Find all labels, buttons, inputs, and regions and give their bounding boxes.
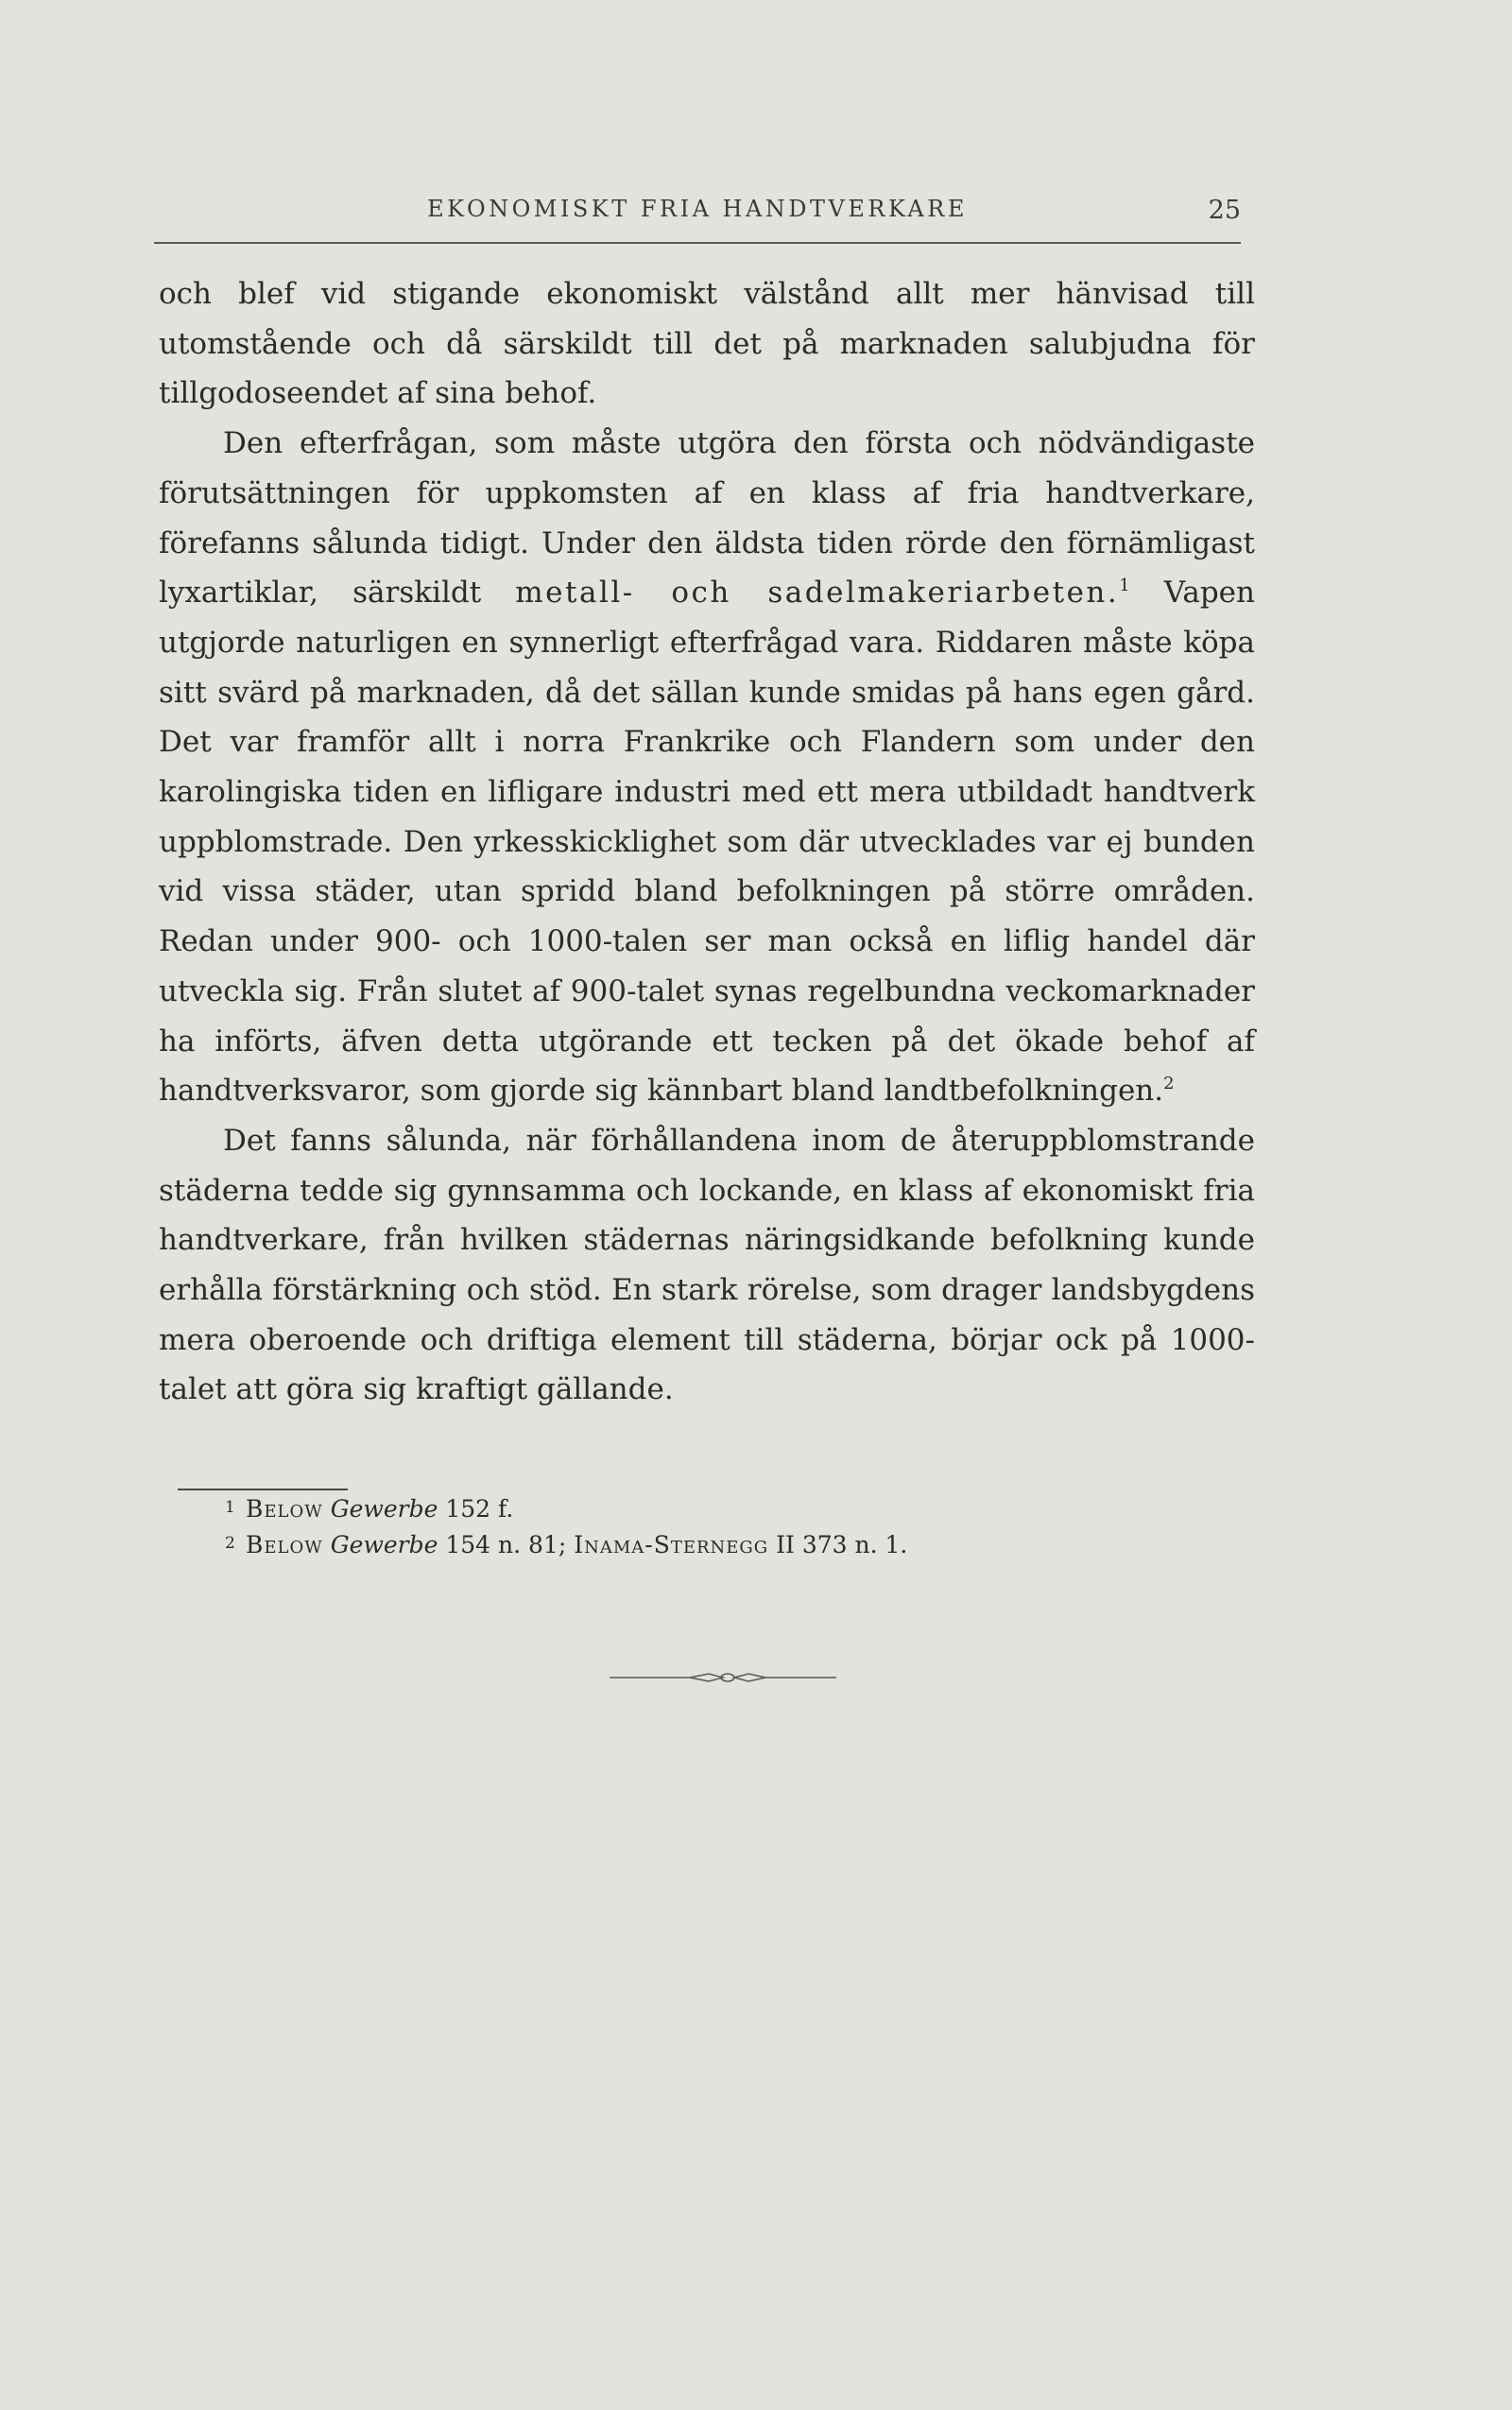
footnote-author: Below xyxy=(246,1495,323,1523)
footnote-ref-1: 1 xyxy=(1119,576,1130,596)
footnote-work: Gewerbe xyxy=(330,1531,438,1558)
spaced-emphasis: metall- och sadelmakeriarbeten. xyxy=(515,576,1120,611)
footnote-ref-2: 2 xyxy=(1163,1074,1175,1094)
footnote-1 xyxy=(225,1491,1191,1527)
footnote-ref: 154 n. 81; xyxy=(438,1531,575,1558)
paragraph-1: och blef vid stigande ekonomiskt välstånd allt mer hänvisad till utomstående och då särskildt till det på marknaden salubjudna för tillgodoseendet af sina behof. xyxy=(159,277,1255,411)
footnote-2 xyxy=(225,1527,1191,1563)
paragraph-2-cont: Vapen utgjorde naturligen en synnerligt efterfrågad vara. Riddaren måste köpa sitt svärd på marknaden, då det sällan kunde smidas på hans egen gård. Det var framför allt i norra Frankrike och Flandern som under den karolingiska tiden en lifligare industri med ett mera utbildadt handtverk uppblomstrade. Den yrkesskicklighet som där utvecklades var ej bunden vid vissa städer, utan spridd bland befolkningen på större områden. Redan under 900- och 1000-talen ser man också en liflig handel där utveckla sig. Från slutet af 900-talet synas regelbundna veckomarknader ha införts, äfven detta utgörande ett tecken på det ökade behof af handtverksvaror, som gjorde sig kännbart bland landtbefolkningen. xyxy=(159,576,1255,1109)
footnote-work: Gewerbe xyxy=(330,1495,438,1523)
footnote-mark: 2 xyxy=(225,1534,235,1553)
paragraph-3: Det fanns sålunda, när förhållandena inom de återuppblomstrande städerna tedde sig gynnsamma och lockande, en klass af ekonomiskt fria handtverkare, från hvilken städernas näringsidkande befolkning kunde erhålla förstärkning och stöd. En stark rörelse, som drager landsbygdens mera oberoende och driftiga element till städerna, börjar ock på 1000-talet att göra sig kraftigt gällande. xyxy=(159,1123,1255,1407)
body-text xyxy=(159,269,1255,1415)
footnote-author: Below xyxy=(246,1531,323,1558)
page-number: 25 xyxy=(1208,196,1241,225)
footnote-ref-2: II 373 n. 1. xyxy=(768,1531,908,1558)
header-rule xyxy=(154,242,1241,244)
running-head xyxy=(154,194,1241,232)
running-title: EKONOMISKT FRIA HANDTVERKARE xyxy=(427,196,968,222)
footnote-ref: 152 f. xyxy=(438,1495,514,1523)
footnote-mark: 1 xyxy=(225,1498,235,1517)
footnotes xyxy=(225,1491,1191,1563)
end-ornament-icon xyxy=(610,1668,836,1687)
footnote-rule xyxy=(178,1489,348,1490)
paragraph-2 xyxy=(159,419,1255,1116)
paragraph-2-start: Den efterfrågan, som måste utgöra den första och nödvändigaste förutsättningen för uppkomsten af en klass af fria handtverkare, förefanns sålunda tidigt. Under den äldsta tiden rörde den förnämligast lyxartiklar, särskildt xyxy=(159,426,1255,611)
footnote-author-2: Inama-Sternegg xyxy=(574,1531,769,1558)
